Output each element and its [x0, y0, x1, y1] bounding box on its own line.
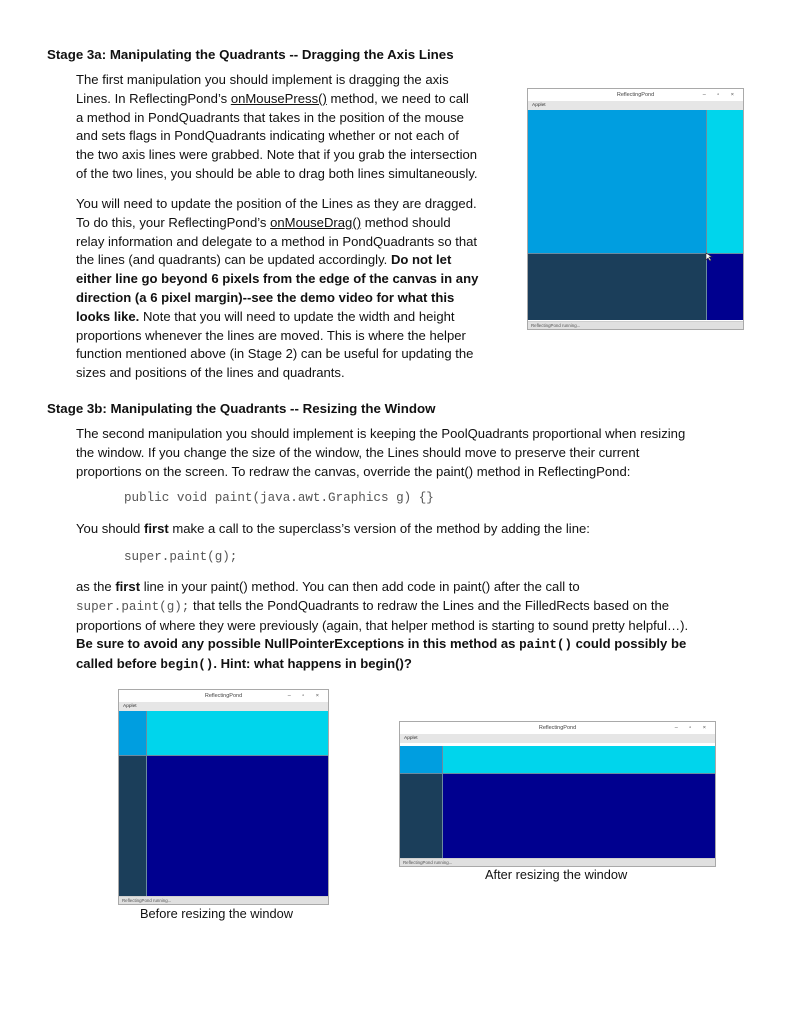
window-controls: – ▫ × [287, 693, 324, 699]
text-line: direction (a 6 pixel margin)--see the demo video for what this [76, 289, 455, 305]
horizontal-axis-line[interactable] [119, 755, 328, 756]
window-controls: – ▫ × [702, 92, 739, 98]
window-title: ReflectingPond [400, 722, 715, 734]
status-bar: ReflectingPond running... [400, 858, 715, 866]
text-line: To do this, your ReflectingPond’s onMouseDrag() method should [76, 214, 451, 230]
text-line: either line go beyond 6 pixels from the edge of the canvas in any [76, 271, 479, 287]
quadrant-bottom-right [707, 254, 743, 320]
horizontal-axis-line[interactable] [400, 773, 715, 774]
stage-3b-paragraph-2: You should first make a call to the superclass’s version of the method by adding the line: [76, 521, 590, 536]
mouse-cursor-icon [705, 252, 713, 262]
text-line: sizes and positions of the lines and quadrants. [76, 365, 345, 381]
quadrant-bottom-left [528, 254, 706, 320]
quadrant-top-left [119, 711, 146, 755]
stage-3b-paragraph-1 [76, 425, 766, 481]
quadrant-top-right [707, 110, 743, 253]
code-paint-signature: public void paint(java.awt.Graphics g) {} [124, 491, 434, 505]
caption-before: Before resizing the window [140, 906, 293, 921]
text-line: function mentioned above (in Stage 2) can be useful for updating the [76, 346, 474, 362]
quadrant-top-left [400, 746, 442, 773]
text-line: the two axis lines were grabbed. Note that if you grab the intersection [76, 147, 478, 163]
status-bar: ReflectingPond running... [119, 896, 328, 904]
stage-3a-paragraph-2 [76, 195, 526, 383]
applet-menu: Applet [528, 101, 743, 110]
applet-menu: Applet [400, 734, 715, 743]
vertical-axis-line[interactable] [442, 746, 443, 858]
text-line: Lines. In ReflectingPond’s onMousePress() method, we need to call [76, 90, 469, 106]
vertical-axis-line[interactable] [706, 110, 707, 320]
quadrant-bottom-right [147, 756, 328, 896]
applet-window-after [399, 721, 716, 867]
text-line: called before begin(). Hint: what happens in begin()? [76, 656, 412, 673]
text-line: You will need to update the position of the Lines as they are dragged. [76, 196, 477, 211]
onmousepress-link: onMousePress() [230, 90, 327, 106]
status-bar: ReflectingPond running... [528, 321, 743, 329]
text-line: The first manipulation you should implement is dragging the axis [76, 72, 449, 87]
text-line: relay information and delegate to a method in PondQuadrants so that [76, 233, 478, 249]
quadrant-top-right [443, 746, 715, 773]
text-line: as the first line in your paint() method. You can then add code in paint() after the call to [76, 579, 580, 594]
applet-window-drag [527, 88, 744, 330]
text-line: The second manipulation you should implement is keeping the PoolQuadrants proportional when resizing [76, 426, 686, 441]
text-line: and sets flags in PondQuadrants indicating whether or not each of [76, 128, 459, 144]
text-line: of the two lines, you should be able to drag both lines simultaneously. [76, 165, 478, 181]
caption-after: After resizing the window [485, 867, 628, 882]
text-line: super.paint(g); that tells the PondQuadrants to redraw the Lines and the FilledRects based on the [76, 597, 670, 614]
stage-3a-heading: Stage 3a: Manipulating the Quadrants -- Dragging the Axis Lines [47, 47, 454, 62]
onmousedrag-link: onMouseDrag() [270, 214, 362, 230]
window-controls: – ▫ × [674, 725, 711, 731]
quadrant-bottom-left [400, 774, 442, 858]
text-line: proportions of where they were previously (again, that helper method is starting to sound pretty helpful…). [76, 617, 689, 633]
applet-window-before [118, 689, 329, 905]
stage-3b-paragraph-3 [76, 578, 776, 675]
text-line: proportions on the screen. To redraw the canvas, override the paint() method in ReflectingPond: [76, 463, 631, 479]
quadrant-top-left [528, 110, 706, 253]
text-line: the window. If you change the size of the window, the Lines should move to preserve their current [76, 444, 640, 460]
text-line: proportions whenever the lines are moved. This is where the helper [76, 327, 466, 343]
quadrant-bottom-right [443, 774, 715, 858]
vertical-axis-line[interactable] [146, 711, 147, 896]
window-title: ReflectingPond [119, 690, 328, 702]
code-super-paint: super.paint(g); [124, 550, 238, 564]
quadrant-bottom-left [119, 756, 146, 896]
applet-menu: Applet [119, 702, 328, 711]
stage-3b-heading: Stage 3b: Manipulating the Quadrants -- Resizing the Window [47, 401, 436, 416]
text-line: Be sure to avoid any possible NullPointerExceptions in this method as paint() could possibly be [76, 636, 687, 653]
text-line: the lines (and quadrants) can be updated accordingly. Do not let [76, 252, 452, 268]
quadrant-top-right [147, 711, 328, 755]
text-line: a method in PondQuadrants that takes in the position of the mouse [76, 109, 464, 125]
text-line: looks like. Note that you will need to update the width and height [76, 308, 455, 324]
stage-3a-paragraph-1 [76, 71, 526, 184]
window-title: ReflectingPond [528, 89, 743, 101]
